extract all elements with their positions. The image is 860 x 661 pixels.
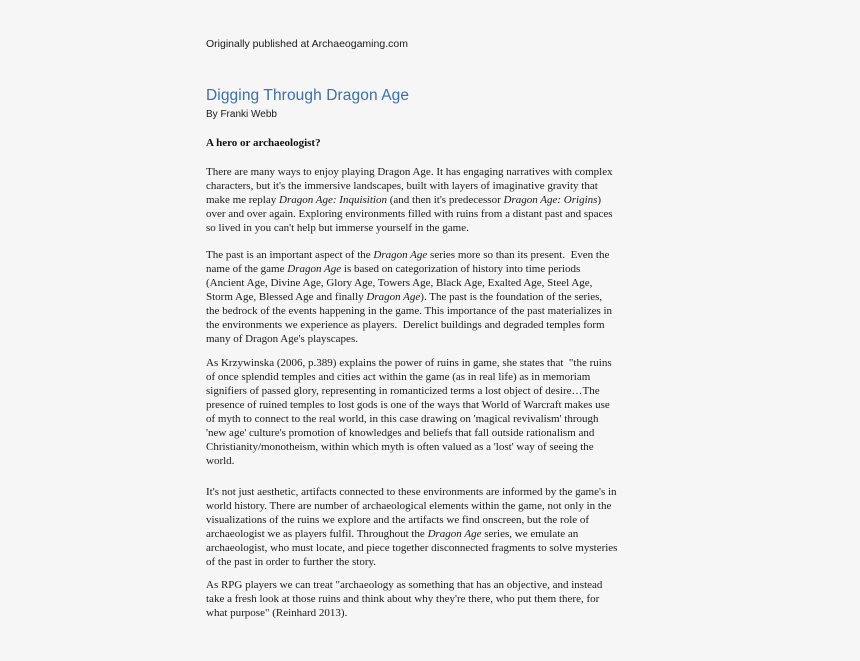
paragraph-line: so lived in you can't help but immerse yourself in the game. [206,222,469,234]
paragraph-5 [206,578,662,620]
paragraph-line: Christianity/monotheism, within which myth is often valued as a 'lost' way of seeing the [206,441,594,453]
paragraph-line: world history. There are number of archaeological elements within the game, not only in the [206,500,612,512]
byline: By Franki Webb [206,109,277,120]
paragraph-line: of myth to connect to the real world, in this case drawing on 'magical revivalism' through [206,413,599,425]
paragraph-line: name of the game Dragon Age is based on categorization of history into time periods [206,263,581,275]
paragraph-line: many of Dragon Age's playscapes. [206,333,358,345]
article-title: Digging Through Dragon Age [206,87,410,104]
paragraph-line: visualizations of the ruins we explore and the artifacts we find onscreen, but the role of [206,514,590,526]
section-heading: A hero or archaeologist? [206,137,321,149]
paragraph-3 [206,356,662,468]
paragraph-line: As Krzywinska (2006, p.389) explains the power of ruins in game, she states that "the ruins [206,357,612,369]
paragraph-line: The past is an important aspect of the Dragon Age series more so than its present. Even the [206,249,610,261]
paragraph-line: make me replay Dragon Age: Inquisition (and then it's predecessor Dragon Age: Origins) [206,194,602,206]
paragraph-line: archaeologist we as players fulfil. Throughout the Dragon Age series, we emulate an [206,528,579,540]
paragraph-line: over and over again. Exploring environments filled with ruins from a distant past and spaces [206,208,613,220]
paragraph-1 [206,165,662,235]
paragraph-line: what purpose" (Reinhard 2013). [206,607,348,619]
paragraph-line: 'new age' culture's promotion of knowledges and beliefs that fall outside rationalism and [206,427,595,439]
paragraph-4 [206,485,662,569]
paragraph-line: world. [206,455,235,467]
paragraph-line: the bedrock of the events happening in the game. This importance of the past materializes in [206,305,613,317]
paragraph-line: Storm Age, Blessed Age and finally Dragon Age). The past is the foundation of the series, [206,291,603,303]
paragraph-line: As RPG players we can treat "archaeology as something that has an objective, and instead [206,579,603,591]
publication-note: Originally published at Archaeogaming.com [206,38,408,50]
paragraph-line: It's not just aesthetic, artifacts connected to these environments are informed by the game's in [206,486,617,498]
paragraph-line: the environments we experience as players. Derelict buildings and degraded temples form [206,319,605,331]
paragraph-2 [206,248,662,346]
paragraph-line: presence of ruined temples to lost gods is one of the ways that World of Warcraft makes use [206,399,610,411]
paragraph-line: of once splendid temples and cities act within the game (as in real life) as in memoriam [206,371,591,383]
paragraph-line: characters, but it's the immersive landscapes, built with layers of imaginative gravity that [206,180,598,192]
paragraph-line: There are many ways to enjoy playing Dragon Age. It has engaging narratives with complex [206,166,613,178]
paragraph-line: (Ancient Age, Divine Age, Glory Age, Towers Age, Black Age, Exalted Age, Steel Age, [206,277,593,289]
paragraph-line: archaeologist, who must locate, and piece together disconnected fragments to solve mysteries [206,542,618,554]
paragraph-line: of the past in order to further the story. [206,556,377,568]
paragraph-line: take a fresh look at those ruins and think about why they're there, who put them there, for [206,593,600,605]
paragraph-line: signifiers of passed glory, representing in romanticized terms a lost object of desire…The [206,385,600,397]
